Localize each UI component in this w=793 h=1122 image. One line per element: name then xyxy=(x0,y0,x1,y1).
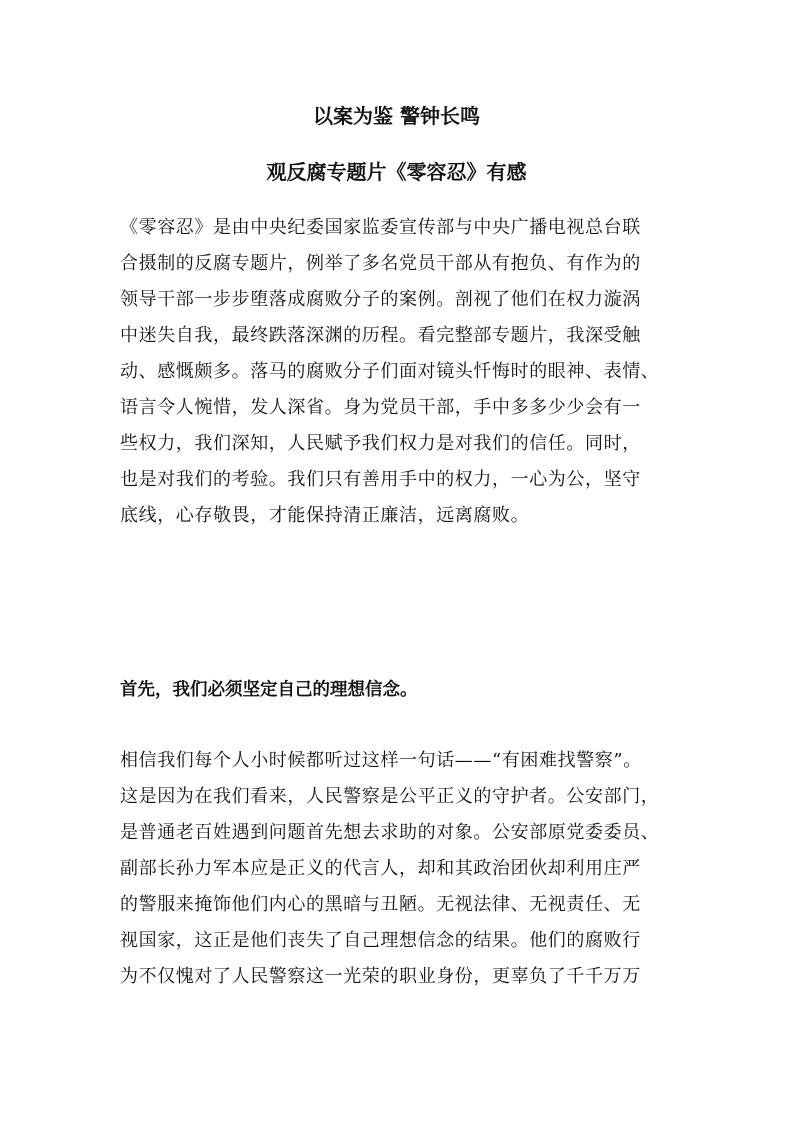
paragraph-line: 底线，心存敬畏，才能保持清正廉洁，远离腐败。 xyxy=(120,505,530,526)
paragraph-line: 的警服来掩饰他们内心的黑暗与丑陋。无视法律、无视责任、无 xyxy=(120,894,641,915)
paragraph-line: 副部长孙力军本应是正义的代言人，却和其政治团伙却利用庄严 xyxy=(120,858,641,879)
paragraph-line: 些权力，我们深知，人民赋予我们权力是对我们的信任。同时， xyxy=(120,433,641,454)
paragraph-line: 这是因为在我们看来，人民警察是公平正义的守护者。公安部门， xyxy=(120,786,660,807)
paragraph-intro xyxy=(120,210,676,534)
paragraph-line: 《零容忍》是由中央纪委国家监委宣传部与中央广播电视总台联 xyxy=(120,217,641,238)
paragraph-line: 视国家，这正是他们丧失了自己理想信念的结果。他们的腐败行 xyxy=(120,930,641,951)
paragraph-section-1 xyxy=(120,743,676,995)
paragraph-line: 合摄制的反腐专题片，例举了多名党员干部从有抱负、有作为的 xyxy=(120,253,641,274)
paragraph-line: 语言令人惋惜，发人深省。身为党员干部，手中多多少少会有一 xyxy=(120,397,641,418)
paragraph-line: 是普通老百姓遇到问题首先想去求助的对象。公安部原党委委员、 xyxy=(120,822,660,843)
paragraph-line: 相信我们每个人小时候都听过这样一句话——“有困难找警察”。 xyxy=(120,750,642,771)
document-subtitle: 观反腐专题片《零容忍》有感 xyxy=(266,160,527,184)
paragraph-line: 为不仅愧对了人民警察这一光荣的职业身份，更辜负了千千万万 xyxy=(120,966,641,987)
paragraph-line: 领导干部一步步堕落成腐败分子的案例。剖视了他们在权力漩涡 xyxy=(120,289,641,310)
paragraph-line: 动、感慨颇多。落马的腐败分子们面对镜头忏悔时的眼神、表情、 xyxy=(120,361,660,382)
paragraph-line: 也是对我们的考验。我们只有善用手中的权力，一心为公，坚守 xyxy=(120,469,641,490)
document-title: 以案为鉴 警钟长鸣 xyxy=(313,104,480,128)
paragraph-line: 中迷失自我，最终跌落深渊的历程。看完整部专题片，我深受触 xyxy=(120,325,641,346)
section-heading: 首先，我们必须坚定自己的理想信念。 xyxy=(120,680,418,700)
